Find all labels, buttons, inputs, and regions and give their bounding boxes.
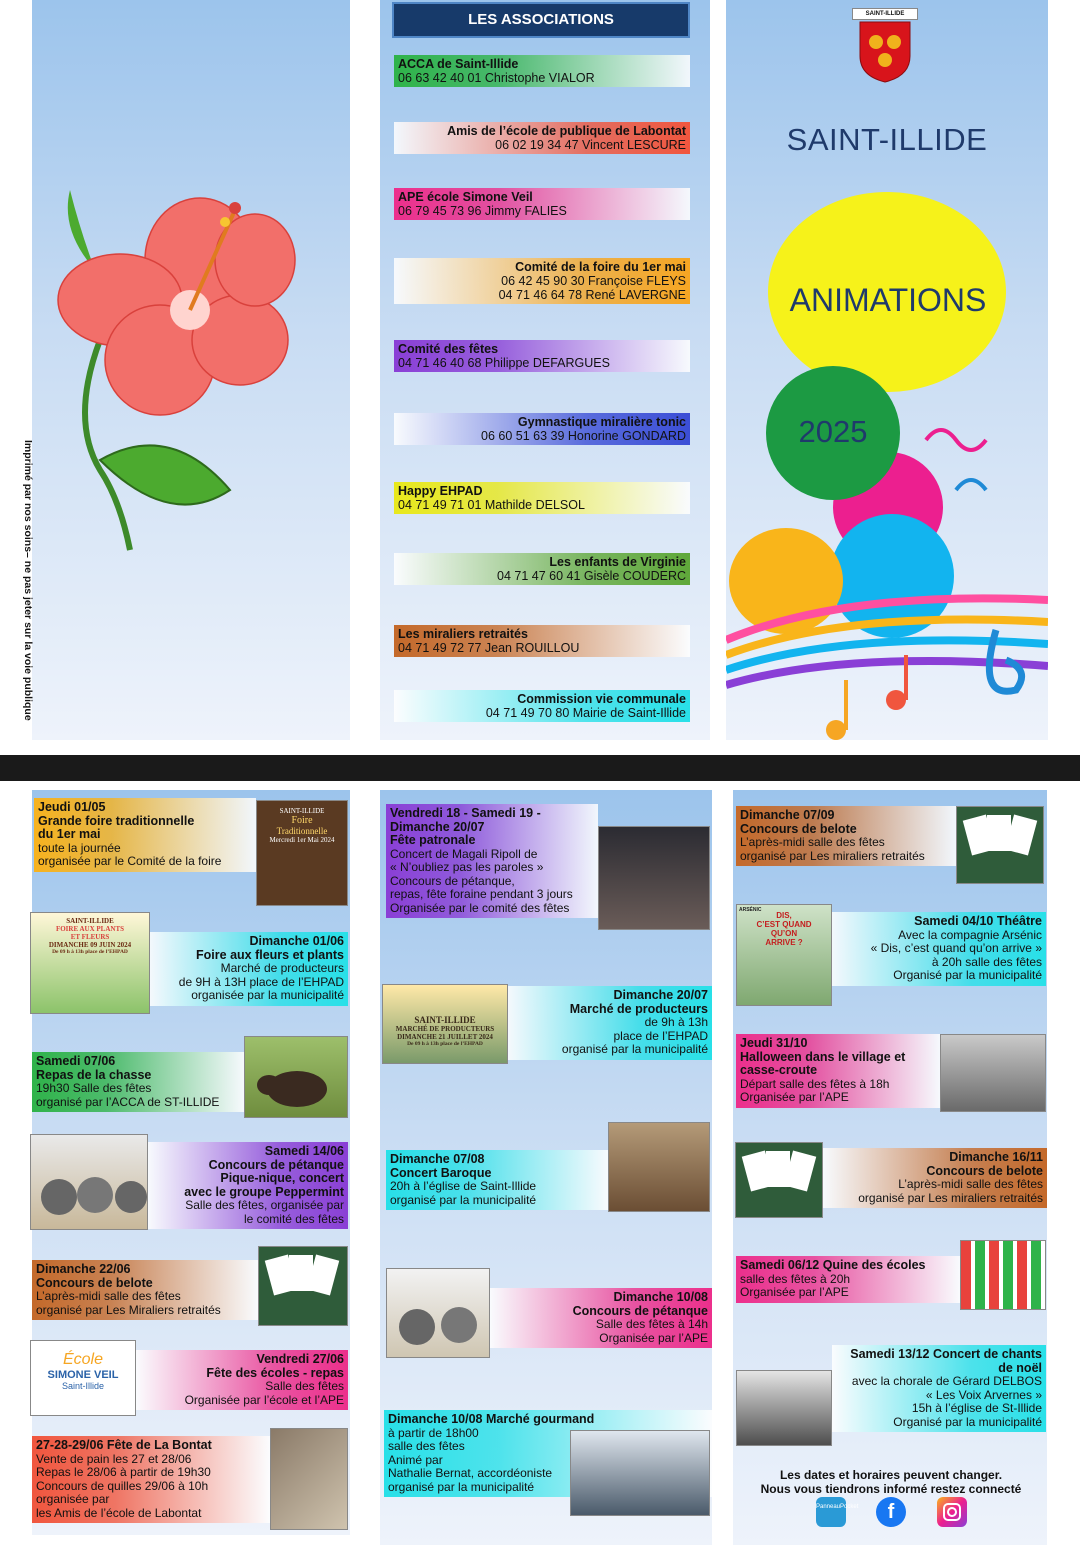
instagram-icon[interactable] <box>937 1497 967 1527</box>
event-card <box>150 932 348 1006</box>
event-title: Concours de belote <box>740 821 857 836</box>
event-detail: place de l’EHPAD <box>613 1028 708 1043</box>
association-name: Comité des fêtes <box>398 342 499 356</box>
event-detail: « Dis, c’est quand qu’on arrive » <box>870 941 1042 955</box>
event-title: Dimanche 20/07 <box>613 988 708 1002</box>
animations-title: ANIMATIONS <box>789 282 987 318</box>
event-card <box>832 1345 1046 1432</box>
event-title: Fête patronale <box>390 833 476 847</box>
bingo-cards-image <box>960 1240 1046 1310</box>
event-detail: Concours de pétanque, <box>390 873 515 888</box>
event-title: Marché de producteurs <box>569 1001 708 1016</box>
event-detail: Concours de quilles 29/06 à 10h <box>36 1478 209 1493</box>
event-title: Dimanche 07/09 <box>740 808 835 822</box>
event-detail: organisée par <box>36 1492 110 1506</box>
event-detail: Concert de Magali Ripoll de <box>390 846 538 861</box>
event-card <box>736 1034 940 1108</box>
association-name: Amis de l’école de publique de Labontat <box>447 124 686 138</box>
event-detail: Organisée par l’APE <box>740 1285 849 1299</box>
event-detail: salle des fêtes à 20h <box>740 1271 851 1286</box>
association-item <box>394 55 690 87</box>
association-item <box>394 553 690 585</box>
event-detail: à 20h salle des fêtes <box>931 954 1042 969</box>
event-title: Foire aux fleurs et plants <box>196 947 344 962</box>
event-detail: organisée par la municipalité <box>191 988 344 1002</box>
print-notice: Imprimé par nos soins– ne pas jeter sur la voie publique <box>22 440 34 721</box>
event-title: Samedi 06/12 Quine des écoles <box>740 1258 926 1272</box>
event-card <box>136 1350 348 1410</box>
association-item <box>394 340 690 372</box>
event-detail: « N’oubliez pas les paroles » <box>390 860 544 874</box>
event-title: Dimanche 10/08 <box>613 1290 708 1304</box>
event-detail: à partir de 18h00 <box>388 1425 479 1440</box>
event-title: avec le groupe Peppermint <box>184 1184 344 1199</box>
event-detail: de 9H à 13H place de l’EHPAD <box>178 974 344 989</box>
event-title: Concours de belote <box>36 1275 153 1290</box>
event-card <box>34 798 256 872</box>
event-detail: organisé par l’ACCA de ST-ILLIDE <box>36 1094 220 1109</box>
event-detail: 15h à l’église de St-Illide <box>911 1401 1042 1415</box>
event-detail: salle des fêtes <box>388 1439 465 1453</box>
event-title: casse-croute <box>740 1063 818 1077</box>
event-detail: 19h30 Salle des fêtes <box>36 1081 152 1095</box>
event-title: 27-28-29/06 Fête de La Bontat <box>36 1438 212 1452</box>
event-card <box>736 806 956 866</box>
event-detail: organisé par la municipalité <box>561 1042 708 1056</box>
event-detail: Organisé par la municipalité <box>893 968 1042 982</box>
event-title: Jeudi 01/05 <box>38 800 106 814</box>
association-item <box>394 690 690 722</box>
event-detail: organisé par Les miraliers retraités <box>858 1190 1043 1205</box>
event-title: Samedi 14/06 <box>264 1144 344 1158</box>
event-title: Concert Baroque <box>390 1165 492 1180</box>
fold-divider <box>0 755 1080 781</box>
event-card <box>386 804 598 918</box>
event-detail: Nathalie Bernat, accordéoniste <box>388 1466 553 1480</box>
event-detail: Vente de pain les 27 et 28/06 <box>36 1451 192 1466</box>
hibiscus-illustration <box>40 170 320 560</box>
foire-poster-image: SAINT-ILLIDE Foire Traditionnelle Mercredi 1er Mai 2024 <box>256 800 348 906</box>
crest-icon: SAINT-ILLIDE <box>852 8 918 84</box>
event-detail: Organisée par l’APE <box>740 1090 849 1104</box>
event-title: Repas de la chasse <box>36 1067 152 1082</box>
event-card <box>823 1148 1047 1208</box>
choir-image <box>736 1370 832 1446</box>
cards-image-3 <box>735 1142 823 1218</box>
event-title: Concours de pétanque <box>208 1157 344 1172</box>
event-title: Concours de pétanque <box>572 1303 708 1318</box>
event-detail: Animé par <box>388 1452 443 1467</box>
event-card <box>32 1260 258 1320</box>
halloween-image <box>940 1034 1046 1112</box>
event-detail: avec la chorale de Gérard DELBOS <box>851 1374 1042 1388</box>
event-detail: organisé par la municipalité <box>390 1192 537 1207</box>
theatre-poster-image: ARSÉNIC DIS, C’EST QUAND QU’ON ARRIVE ? <box>736 904 832 1006</box>
association-item <box>394 122 690 154</box>
event-detail: repas, fête foraine pendant 3 jours <box>390 887 573 901</box>
event-title: du 1er mai <box>38 827 101 841</box>
association-contact: 06 42 45 90 30 Françoise FLEYS <box>501 274 686 288</box>
event-detail: L’après-midi salle des fêtes <box>36 1289 181 1303</box>
labontat-collage-image <box>270 1428 348 1530</box>
event-title: Samedi 04/10 Théâtre <box>914 914 1042 928</box>
event-detail: Marché de producteurs <box>220 961 344 975</box>
event-title: Concours de belote <box>926 1163 1043 1178</box>
association-name: Les miraliers retraités <box>398 627 528 641</box>
singer-image <box>598 826 710 930</box>
association-contact: 04 71 46 40 68 Philippe DEFARGUES <box>398 356 610 370</box>
event-detail: 20h à l’église de Saint-Illide <box>390 1179 537 1193</box>
association-name: Commission vie communale <box>517 692 686 706</box>
music-notes-illustration <box>726 400 1048 740</box>
event-detail: Organisée par le comité des fêtes <box>390 900 570 915</box>
event-detail: Avec la compagnie Arsénic <box>898 927 1042 942</box>
event-title: Jeudi 31/10 <box>740 1036 808 1050</box>
event-title: Dimanche 16/11 <box>949 1150 1043 1164</box>
event-title: Vendredi 18 - Samedi 19 - Dimanche 20/07 <box>390 806 541 834</box>
boar-image <box>244 1036 348 1118</box>
event-detail: L’après-midi salle des fêtes <box>898 1177 1043 1191</box>
event-detail: Salle des fêtes <box>265 1379 344 1393</box>
event-detail: organisé par Les miraliers retraités <box>740 848 925 863</box>
association-item <box>394 413 690 445</box>
association-name: Happy EHPAD <box>398 484 483 498</box>
fleurs-poster-image: SAINT-ILLIDE FOIRE AUX PLANTS ET FLEURS DIMANCHE 09 JUIN 2024 De 09 h à 13h place de l’EHPAD <box>30 912 150 1014</box>
market-image <box>570 1430 710 1516</box>
association-name: ACCA de Saint-Illide <box>398 57 519 71</box>
event-detail: le comité des fêtes <box>243 1211 344 1226</box>
event-detail: Départ salle des fêtes à 18h <box>740 1076 890 1091</box>
event-card <box>386 1150 608 1210</box>
event-detail: organisée par le Comité de la foire <box>38 854 222 868</box>
association-name: APE école Simone Veil <box>398 190 533 204</box>
year-label: 2025 <box>798 414 868 449</box>
event-detail: organisé par Les Miraliers retraités <box>36 1302 221 1317</box>
association-item <box>394 625 690 657</box>
association-name: Comité de la foire du 1er mai <box>515 260 686 274</box>
event-card <box>736 1256 960 1303</box>
association-item <box>394 188 690 220</box>
association-contact: 06 02 19 34 47 Vincent LESCURE <box>495 138 686 152</box>
event-title: Grande foire traditionnelle <box>38 813 195 828</box>
footer-note: Les dates et horaires peuvent changer. Nous vous tiendrons informé restez connecté <box>760 1468 1022 1496</box>
event-detail: Organisée par l’APE <box>599 1330 708 1345</box>
event-title: Dimanche 10/08 Marché gourmand <box>388 1412 595 1426</box>
event-title: Dimanche 01/06 <box>249 934 344 948</box>
association-contact: 06 60 51 63 39 Honorine GONDARD <box>481 429 686 443</box>
petanque-image-1 <box>30 1134 148 1230</box>
event-detail: Salle des fêtes à 14h <box>595 1317 708 1331</box>
event-title: Dimanche 07/08 <box>390 1152 485 1166</box>
event-detail: toute la journée <box>38 840 121 855</box>
event-title: Samedi 13/12 Concert de chants de noël <box>850 1347 1042 1375</box>
church-concert-image <box>608 1122 710 1212</box>
marche-poster-image: SAINT-ILLIDE MARCHÉ DE PRODUCTEURS DIMANCHE 21 JUILLET 2024 De 09 h à 13h place de l’EHPAD <box>382 984 508 1064</box>
event-card <box>148 1142 348 1229</box>
association-name: Les enfants de Virginie <box>549 555 686 569</box>
event-title: Fête des écoles - repas <box>206 1365 344 1380</box>
event-title: Dimanche 22/06 <box>36 1262 131 1276</box>
cards-image-2 <box>956 806 1044 884</box>
association-contact: 04 71 47 60 41 Gisèle COUDERC <box>497 569 686 583</box>
event-detail: les Amis de l’école de Labontat <box>36 1505 202 1520</box>
event-detail: Organisé par la municipalité <box>893 1414 1042 1429</box>
event-title: Vendredi 27/06 <box>256 1352 344 1366</box>
petanque-image-2 <box>386 1268 490 1358</box>
event-card <box>832 912 1046 986</box>
association-contact: 04 71 49 71 01 Mathilde DELSOL <box>398 498 585 512</box>
ecole-logo-image: École SIMONE VEIL Saint-Illide <box>30 1340 136 1416</box>
cards-image-1 <box>258 1246 348 1326</box>
event-detail: de 9h à 13h <box>644 1015 708 1029</box>
event-detail: organisé par la municipalité <box>388 1479 535 1494</box>
event-detail: L’après-midi salle des fêtes <box>740 835 885 849</box>
event-detail: Organisée par l’école et l’APE <box>184 1392 344 1407</box>
association-contact: 06 79 45 73 96 Jimmy FALIES <box>398 204 567 218</box>
event-detail: Repas le 28/06 à partir de 19h30 <box>36 1465 211 1479</box>
town-title: SAINT-ILLIDE <box>786 122 988 157</box>
event-card <box>490 1288 712 1348</box>
association-contact: 06 63 42 40 01 Christophe VIALOR <box>398 71 595 85</box>
event-title: Halloween dans le village et <box>740 1049 906 1064</box>
association-item <box>394 258 690 304</box>
association-contact: 04 71 49 70 80 Mairie de Saint-Illide <box>485 706 686 720</box>
event-detail: Salle des fêtes, organisée par <box>185 1198 344 1212</box>
event-card <box>508 986 712 1060</box>
association-name: Gymnastique miralière tonic <box>517 415 686 429</box>
event-card <box>32 1436 270 1523</box>
event-card <box>32 1052 244 1112</box>
event-detail: « Les Voix Arvernes » <box>925 1387 1042 1402</box>
event-title: Pique-nique, concert <box>220 1171 344 1185</box>
associations-header: LES ASSOCIATIONS <box>392 2 690 38</box>
association-item <box>394 482 690 514</box>
panneaupocket-icon[interactable]: PanneauPocket <box>816 1497 846 1527</box>
association-contact: 04 71 49 72 77 Jean ROUILLOU <box>398 641 580 655</box>
association-contact: 04 71 46 64 78 René LAVERGNE <box>498 288 686 302</box>
event-title: Samedi 07/06 <box>36 1054 116 1068</box>
facebook-icon[interactable]: f <box>876 1497 906 1527</box>
